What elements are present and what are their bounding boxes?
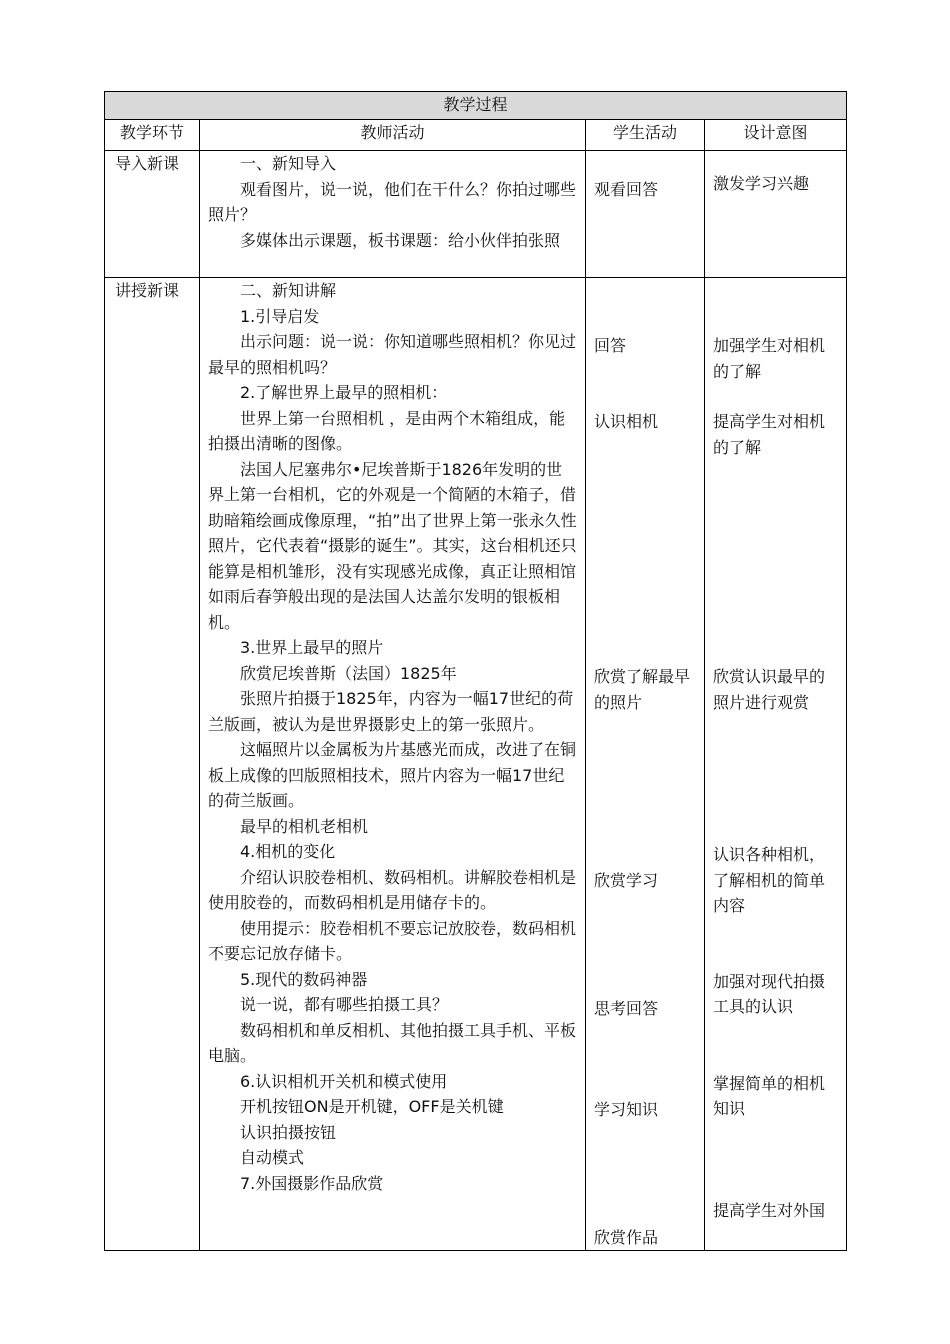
purpose-item: 欣赏认识最早的照片进行观赏: [713, 667, 826, 712]
teacher-line: 介绍认识胶卷相机、数码相机。讲解胶卷相机是使用胶卷的，而数码相机是用储存卡的。: [208, 867, 577, 912]
purpose-item: 认识各种相机，了解相机的简单内容: [713, 845, 826, 915]
teacher-line: 出示问题：说一说：你知道哪些照相机？你见过最早的照相机吗？: [208, 332, 577, 377]
teacher-line: 6.认识相机开关机和模式使用: [240, 1071, 448, 1091]
teacher-line: 说一说，都有哪些拍摄工具？: [240, 995, 449, 1014]
teacher-line: 张照片拍摄于1825年，内容为一幅17世纪的荷兰版画，被认为是世界摄影史上的第一张照片。: [208, 689, 574, 734]
table-title: 教学过程: [105, 92, 847, 120]
stage-cell: 导入新课: [105, 151, 200, 278]
teacher-line: 多媒体出示课题，板书课题：给小伙伴拍张照: [240, 230, 561, 250]
teacher-line: 2.了解世界上最早的照相机：: [240, 383, 448, 402]
purpose-item: 激发学习兴趣: [713, 174, 810, 193]
teacher-line: 法国人尼塞弗尔•尼埃普斯于1826年发明的世界上第一台相机，它的外观是一个简陋的木箱子，借助暗箱绘画成像原理，“拍”出了世界上第一张永久性照片，它代表着“摄影的诞生”。其实，这台相机还只能算是相机雏形，没有实现感光成像，真正让照相馆如雨后春笋般出现的是法国人达盖尔发明的银板相机。: [208, 459, 577, 632]
student-item: 欣赏作品: [594, 1227, 659, 1247]
purpose-item: 提高学生对外国: [713, 1200, 826, 1220]
purpose-item: 掌握简单的相机知识: [713, 1073, 826, 1118]
purpose-item: 提高学生对相机的了解: [713, 412, 826, 457]
teacher-line: 4.相机的变化: [240, 842, 336, 861]
purpose-item: 加强学生对相机的了解: [713, 336, 826, 381]
purpose-item: 加强对现代拍摄工具的认识: [713, 971, 826, 1016]
student-item: 欣赏了解最早的照片: [594, 667, 691, 712]
teacher-line: 5.现代的数码神器: [240, 969, 368, 989]
header-stage: 教学环节: [105, 120, 200, 151]
teacher-line: 7.外国摄影作品欣赏: [240, 1173, 384, 1193]
teacher-line: 这幅照片以金属板为片基感光而成，改进了在铜板上成像的凹版照相技术，照片内容为一幅17世纪的荷兰版画。: [208, 740, 577, 810]
teacher-activity-cell: [200, 278, 586, 1251]
stage-cell: 讲授新课: [105, 278, 200, 1251]
teacher-line: 自动模式: [240, 1148, 305, 1167]
student-item: 观看回答: [594, 180, 659, 199]
teacher-line: 观看图片，说一说，他们在干什么？你拍过哪些照片？: [208, 179, 577, 224]
teacher-line: 欣赏尼埃普斯（法国）1825年: [240, 663, 457, 683]
table-row: [105, 151, 847, 278]
teaching-process-table: [104, 91, 847, 1251]
teacher-activity-cell: [200, 151, 586, 278]
teacher-line: 最早的相机老相机: [240, 816, 369, 836]
table-title-row: [105, 92, 847, 120]
teacher-line: 开机按钮ON是开机键，OFF是关机键: [240, 1097, 504, 1116]
student-item: 回答: [594, 336, 627, 355]
teacher-line: 二、新知讲解: [240, 281, 337, 300]
design-intent-cell: [705, 151, 847, 278]
header-design-intent: 设计意图: [705, 120, 847, 151]
student-item: 思考回答: [594, 998, 659, 1018]
design-intent-cell: [705, 278, 847, 1251]
header-student-activity: 学生活动: [586, 120, 705, 151]
student-item: 认识相机: [594, 411, 659, 431]
teacher-line: 一、新知导入: [240, 154, 337, 173]
teacher-line: 认识拍摄按钮: [240, 1122, 337, 1142]
teacher-line: 世界上第一台照相机 ，是由两个木箱组成，能拍摄出清晰的图像。: [208, 408, 566, 453]
teacher-line: 3.世界上最早的照片: [240, 638, 384, 657]
teacher-line: 数码相机和单反相机、其他拍摄工具手机、平板电脑。: [208, 1020, 577, 1065]
teacher-line: 1.引导启发: [240, 306, 320, 326]
table-row: [105, 278, 847, 1251]
table-header-row: [105, 120, 847, 151]
student-activity-cell: [586, 278, 705, 1251]
student-item: 学习知识: [594, 1100, 659, 1119]
student-item: 欣赏学习: [594, 871, 659, 890]
header-teacher-activity: 教师活动: [200, 120, 586, 151]
student-activity-cell: [586, 151, 705, 278]
teacher-line: 使用提示：胶卷相机不要忘记放胶卷，数码相机不要忘记放存储卡。: [208, 918, 577, 963]
